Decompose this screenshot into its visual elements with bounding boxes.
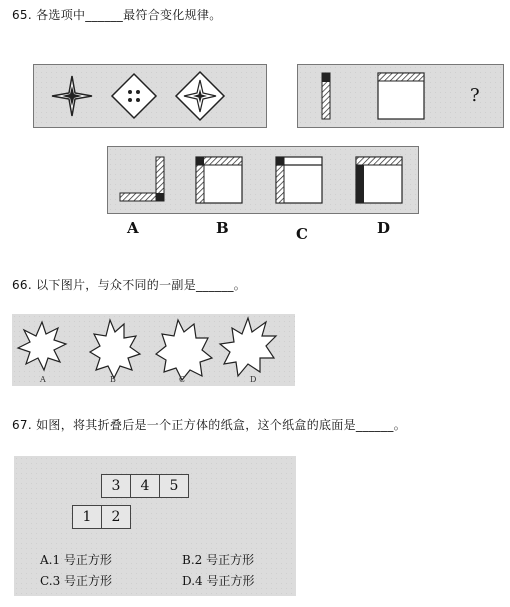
q65-option-c-label: C (296, 225, 308, 243)
q66-option-a-label: A (40, 375, 46, 384)
question-65-text: 65. 各选项中______最符合变化规律。 (12, 8, 222, 22)
diamond-dots-figure (112, 74, 156, 118)
q67-choice-c: C.3 号正方形 (40, 574, 113, 588)
q65-sequence-panel (33, 64, 267, 128)
net-square-2: 2 (101, 505, 131, 529)
q65-option-figures (108, 147, 418, 213)
hatched-bar-figure (322, 73, 330, 119)
q65-option-b-label: B (216, 219, 229, 237)
q65-options-panel (107, 146, 419, 214)
square-with-top-bar-figure (378, 73, 424, 119)
option-d-burst-figure (220, 318, 276, 376)
question-mark: ? (470, 85, 480, 106)
net-square-5: 5 (159, 474, 189, 498)
option-c-burst-figure (156, 320, 212, 380)
diamond-star-figure (176, 72, 224, 120)
option-b-figure (196, 157, 242, 203)
q67-net-panel (14, 456, 296, 596)
four-point-star-figure (52, 76, 92, 116)
q67-choice-a: A.1 号正方形 (40, 553, 112, 567)
net-square-3: 3 (101, 474, 131, 498)
q66-figures-panel (12, 314, 295, 386)
q65-question-panel (297, 64, 504, 128)
option-c-figure (276, 157, 322, 203)
q65-option-a-label: A (127, 219, 139, 237)
q66-option-c-label: C (179, 375, 186, 384)
q67-choice-d: D.4 号正方形 (182, 574, 255, 588)
net-square-4: 4 (130, 474, 160, 498)
q66-option-b-label: B (110, 375, 116, 384)
net-square-1: 1 (72, 505, 102, 529)
option-d-figure (356, 157, 402, 203)
q65-sequence-figures (34, 65, 266, 127)
question-67-text: 67. 如图，将其折叠后是一个正方体的纸盒，这个纸盒的底面是______。 (12, 418, 407, 432)
q67-choice-b: B.2 号正方形 (182, 553, 255, 567)
question-66-text: 66. 以下图片，与众不同的一副是______。 (12, 278, 247, 292)
q65-option-d-label: D (377, 219, 391, 237)
q66-option-d-label: D (250, 375, 257, 384)
option-a-burst-figure (18, 322, 66, 370)
option-b-burst-figure (90, 320, 140, 378)
option-a-figure (120, 157, 164, 201)
